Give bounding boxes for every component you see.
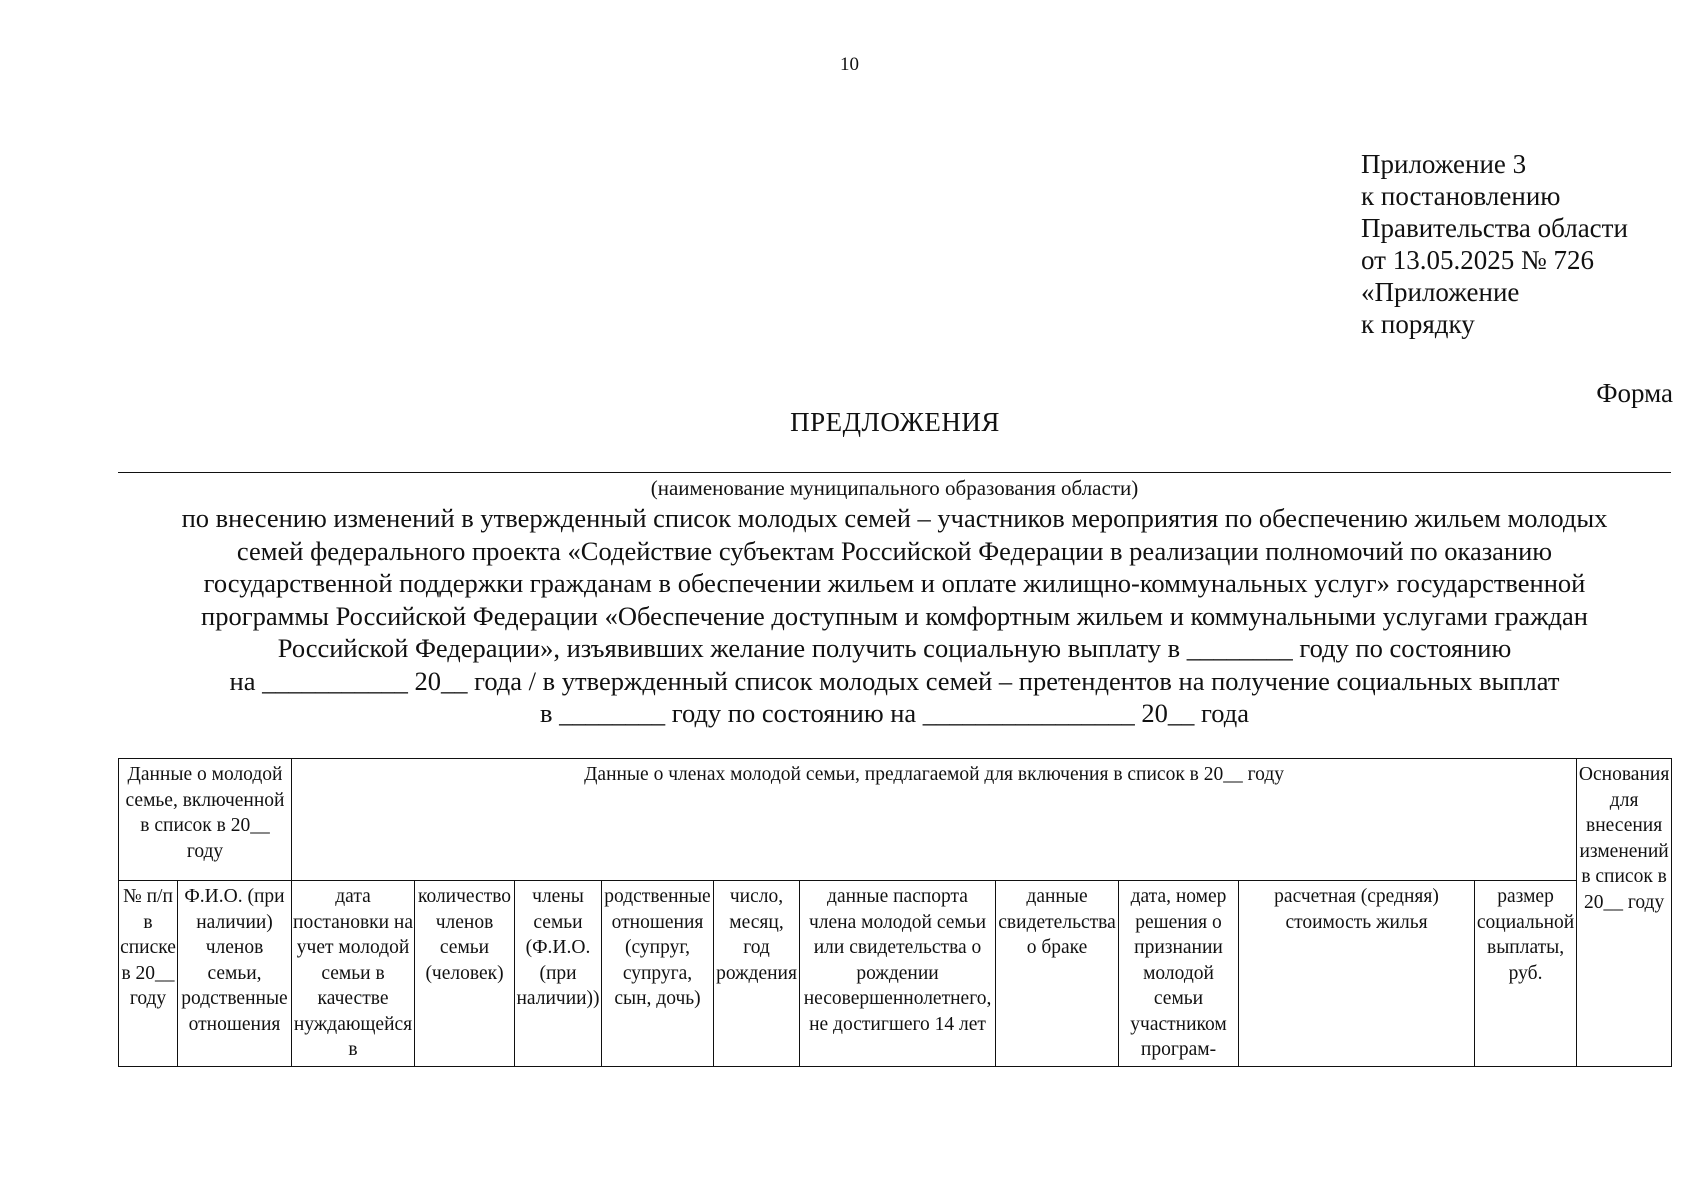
body-line: семей федерального проекта «Содействие субъектам Российской Федерации в реализации полномочий по оказанию (236, 535, 1553, 566)
col-decision-date-number: дата, номер решения о признании молодой семьи участником програм- (1119, 881, 1239, 1067)
header-proposed-family: Данные о членах молодой семьи, предлагаемой для включения в список в 20__ году (292, 759, 1577, 881)
col-birth-date: число, месяц, год рождения (714, 881, 800, 1067)
body-line: программы Российской Федерации «Обеспечение доступным и комфортным жильем и коммунальными услугами граждан (201, 600, 1588, 631)
document-body (118, 502, 1671, 730)
header-grounds: Основания для внесения изменений в список в 20__ году (1577, 759, 1672, 1067)
body-line: на ___________ 20__ года / в утвержденный список молодых семей – претендентов на получение социальных выплат (229, 665, 1560, 696)
header-included-family: Данные о молодой семье, включенной в список в 20__ году (119, 759, 292, 881)
form-label: Форма (1596, 378, 1673, 408)
col-family-size: количество членов семьи (человек) (415, 881, 515, 1067)
appendix-line: к постановлению (1361, 181, 1561, 211)
col-registration-date: дата постановки на учет молодой семьи в качестве нуждающейся в (292, 881, 415, 1067)
appendix-line: от 13.05.2025 № 726 (1361, 245, 1594, 275)
body-line: Российской Федерации», изъявивших желание получить социальную выплату в ________ году по состоянию (277, 633, 1512, 663)
body-line: по внесению изменений в утвержденный список молодых семей – участников мероприятия по обеспечению жильем молодых (181, 503, 1608, 533)
appendix-block (1361, 148, 1628, 340)
col-housing-cost: расчетная (средняя) стоимость жилья (1239, 881, 1475, 1067)
col-relationship: родственные отношения (супруг, супруга, сын, дочь) (602, 881, 714, 1067)
col-list-number: № п/п в списке в 20__ году (119, 881, 178, 1067)
col-passport-data: данные паспорта члена молодой семьи или свидетельства о рождении несовершеннолетнего, не достигшего 14 лет (800, 881, 996, 1067)
municipality-caption: (наименование муниципального образования области) (650, 476, 1139, 500)
col-family-members: члены семьи (Ф.И.О. (при наличии)) (515, 881, 602, 1067)
col-full-name-relations: Ф.И.О. (при наличии) членов семьи, родственные отношения (178, 881, 292, 1067)
municipality-blank-line (118, 472, 1671, 473)
proposals-table (118, 758, 1672, 1067)
appendix-line: «Приложение (1361, 277, 1520, 307)
appendix-line: Правительства области (1361, 213, 1628, 243)
document-title: ПРЕДЛОЖЕНИЯ (790, 407, 1000, 437)
col-marriage-certificate: данные свидетельства о браке (996, 881, 1119, 1067)
body-line: в ________ году по состоянию на ________________ 20__ года (539, 698, 1250, 728)
page-number: 10 (840, 54, 859, 75)
appendix-line: Приложение 3 (1361, 149, 1527, 179)
body-line: государственной поддержки гражданам в обеспечении жильем и оплате жилищно-коммунальных услуг» государственной (203, 568, 1586, 598)
appendix-line: к порядку (1361, 309, 1475, 339)
col-payment-amount: размер социальной выплаты, руб. (1475, 881, 1577, 1067)
